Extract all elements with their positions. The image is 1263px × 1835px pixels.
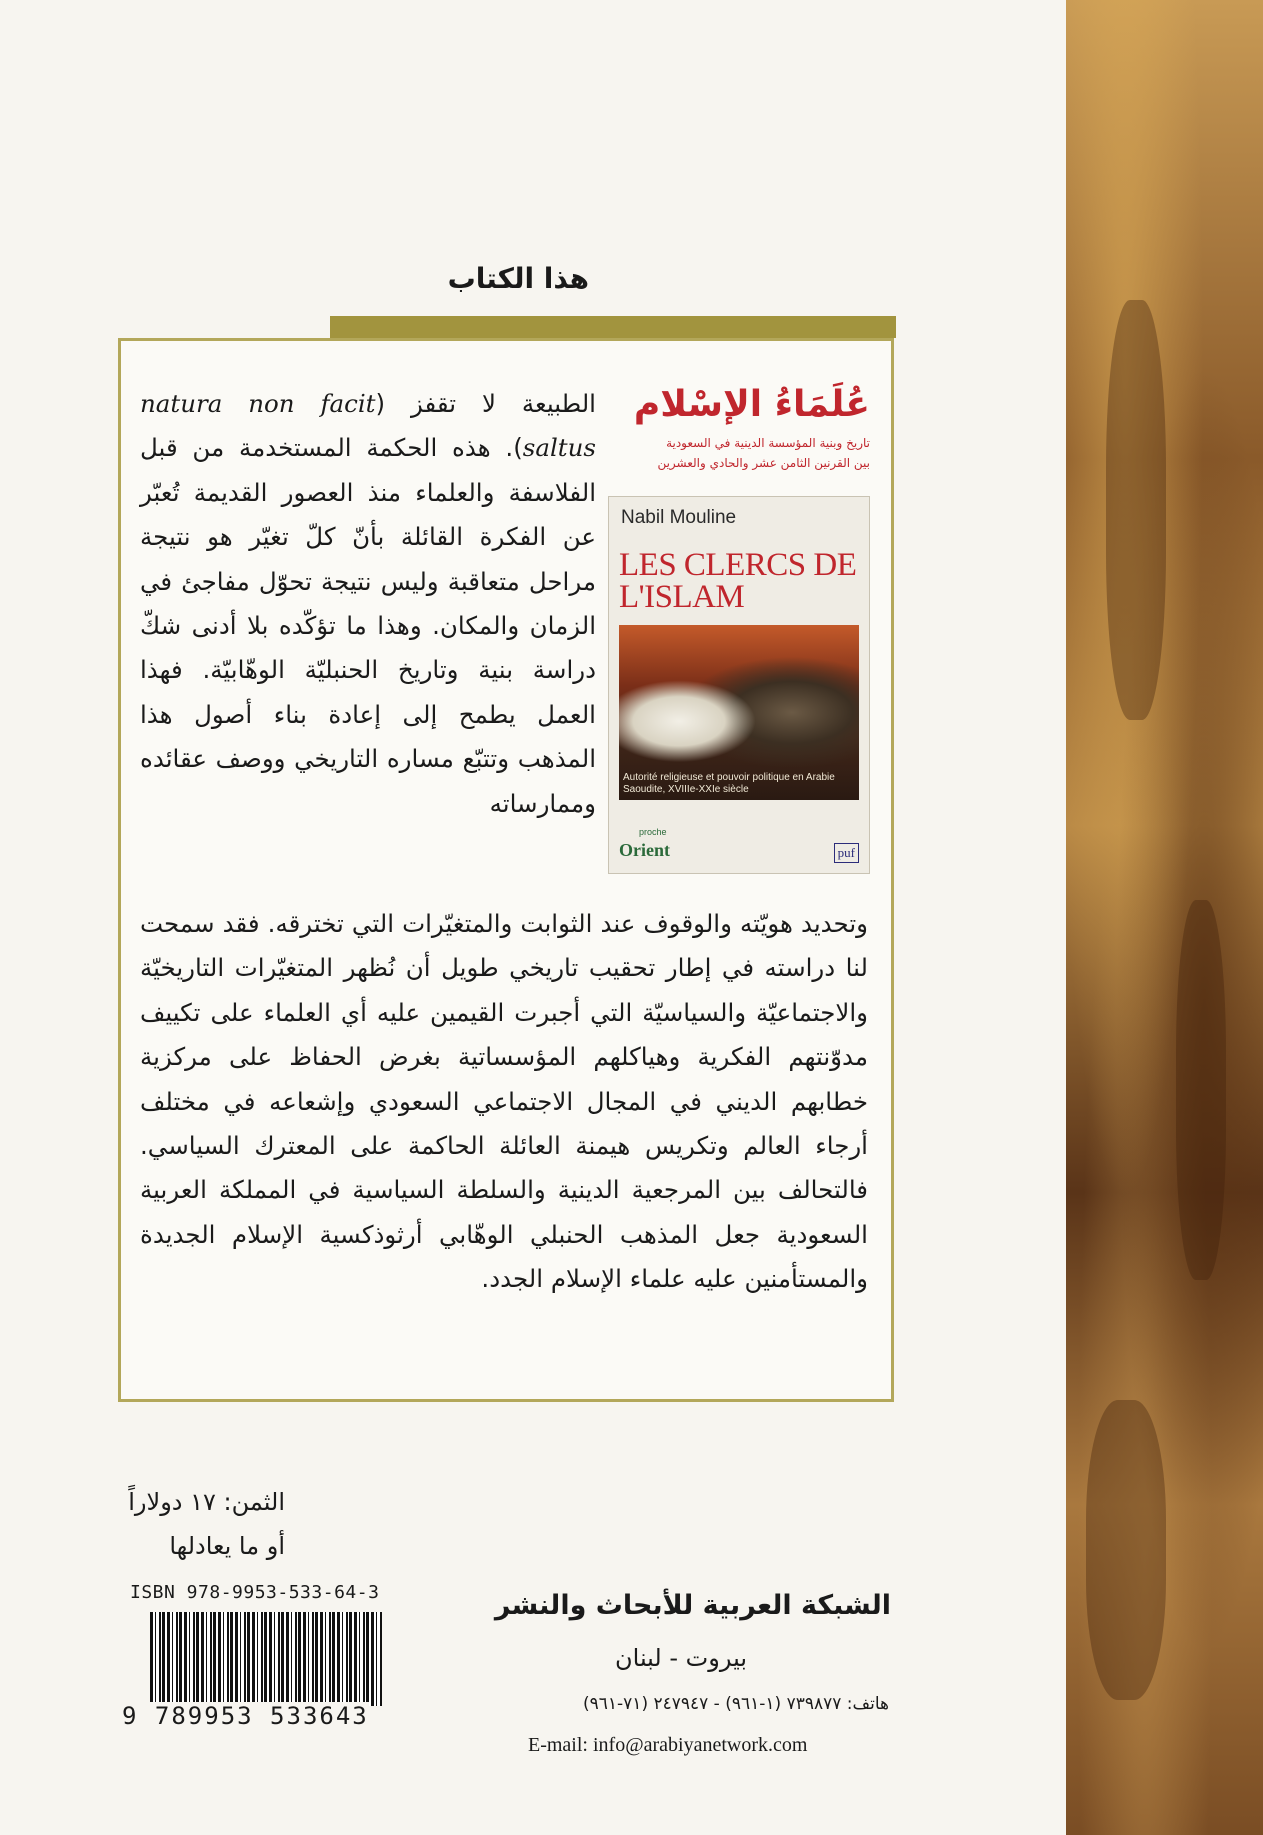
barcode	[150, 1612, 382, 1706]
barcode-digits: 9 789953 533643	[122, 1702, 369, 1730]
artwork-shadow	[1086, 1400, 1166, 1700]
french-edition-cover	[608, 496, 870, 874]
series-logo: Orient	[619, 840, 670, 860]
blurb-p1-start: الطبيعة لا تقفز (	[375, 389, 596, 418]
cover-photo	[619, 625, 859, 800]
publisher-block	[495, 1590, 891, 1621]
section-title: هذا الكتاب	[447, 262, 589, 295]
price-equivalent: أو ما يعادلها	[169, 1532, 285, 1560]
publisher-phone: هاتف: ٧٣٩٨٧٧ (١-٩٦١) - ٢٤٧٩٤٧ (٧١-٩٦١)	[582, 1694, 889, 1714]
cover-arabic-title: عُلَمَاءُ الإسْلام	[633, 384, 870, 425]
publisher-email: E-mail: info@arabiyanetwork.com	[528, 1734, 808, 1756]
publisher-name: الشبكة العربية للأبحاث والنشر	[494, 1590, 891, 1621]
price-line: الثمن: ١٧ دولاراً	[128, 1488, 285, 1516]
cover-spine-artwork	[1066, 0, 1263, 1835]
publisher-city: بيروت - لبنان	[615, 1644, 747, 1672]
cover-book-title: LES CLERCS DE L'ISLAM	[619, 547, 857, 615]
cover-subtitle-line2: بين القرنين الثامن عشر والحادي والعشرين	[657, 456, 870, 470]
cover-author: Nabil Mouline	[621, 507, 737, 528]
title-accent-bar	[330, 316, 896, 338]
artwork-shadow	[1176, 900, 1226, 1280]
price-info	[128, 1480, 285, 1568]
artwork-shadow	[1106, 300, 1166, 720]
series-logo-small: proche	[639, 827, 667, 837]
blurb-p1-rest: ). هذه الحكمة المستخدمة من قبل الفلاسفة والعلماء منذ العصور القديمة تُعبّر عن الفكرة القائلة بأنّ كلّ تغيّر هو نتيجة مراحل متعاقبة وليس نتيجة تحوّل مفاجئ في الزمان والمكان. وهذا ما تؤكّده بلا أدنى شكّ دراسة بنية وتاريخ الحنبليّة الوهّابيّة. فهذا العمل يطمح إلى إعادة بناء أصول هذا المذهب وتتبّع مساره التاريخي ووصف عقائده وممارساته	[140, 433, 596, 818]
book-cover-thumbnail	[608, 384, 870, 874]
cover-subtitle-line1: تاريخ وبنية المؤسسة الدينية في السعودية	[666, 436, 870, 450]
blurb-paragraph-1	[140, 382, 596, 826]
latin-phrase: natura non facit saltus	[140, 389, 596, 463]
cover-photo-caption: Autorité religieuse et pouvoir politique en Arabie Saoudite, XVIIIe-XXIe siècle	[623, 772, 835, 795]
blurb-paragraph-2: وتحديد هويّته والوقوف عند الثوابت والمتغيّرات التي تخترقه. فقد سمحت لنا دراسته في إطار تحقيب تاريخي طويل أن نُظهر المتغيّرات التاريخيّة والاجتماعيّة والسياسيّة التي أجبرت القيمين عليه أي العلماء على تكييف مدوّنتهم الفكرية وهياكلهم المؤسساتية بغرض الحفاظ على مركزية خطابهم الديني في المجال الاجتماعي السعودي وإشعاعه في مختلف أرجاء العالم وتكريس هيمنة العائلة الحاكمة على المعترك السياسي. فالتحالف بين المرجعية الدينية والسلطة السياسية في المملكة العربية السعودية جعل المذهب الحنبلي الوهّابي أرثوذكسية الإسلام الجديدة والمستأمنين عليه علماء الإسلام الجدد.	[140, 909, 868, 1294]
publisher-logo: puf	[834, 843, 859, 863]
isbn-label: ISBN 978-9953-533-64-3	[130, 1582, 380, 1603]
